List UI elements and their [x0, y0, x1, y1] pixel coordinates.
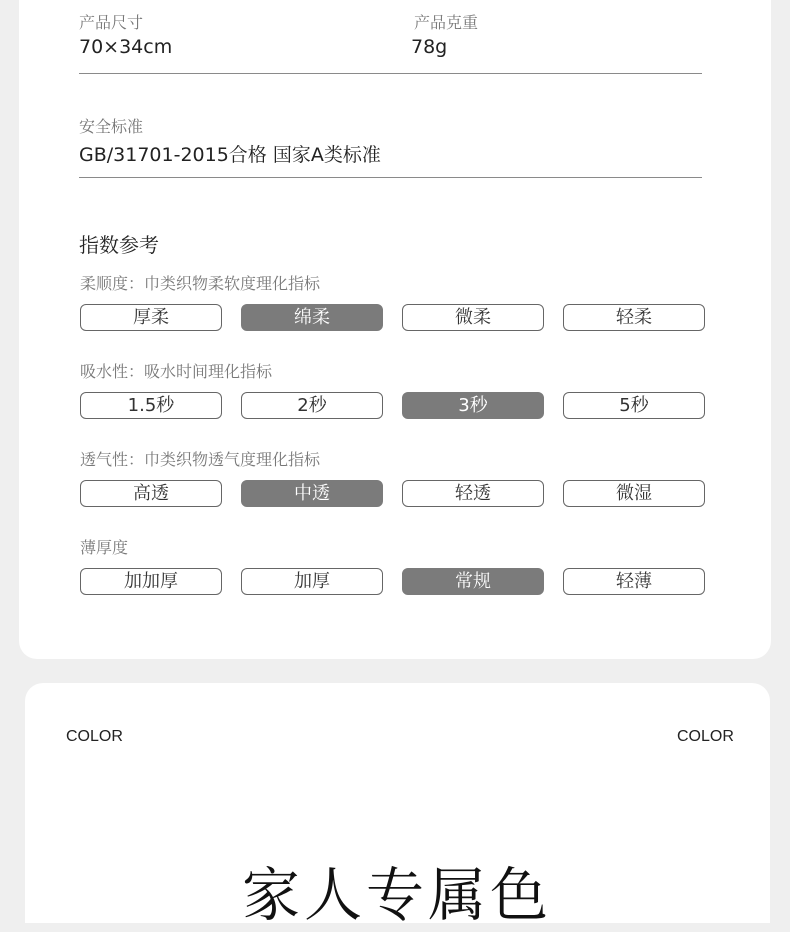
absorbency-option: 2秒 [241, 392, 383, 419]
softness-option: 厚柔 [80, 304, 222, 331]
thickness-option: 加厚 [241, 568, 383, 595]
breathability-options [80, 480, 705, 507]
breathability-title: 透气性：巾类织物透气度理化指标 [80, 450, 321, 469]
absorbency-option-selected: 3秒 [402, 392, 544, 419]
divider [79, 73, 702, 74]
softness-option: 微柔 [402, 304, 544, 331]
breathability-option-selected: 中透 [241, 480, 383, 507]
size-label: 产品尺寸 [79, 13, 144, 32]
breathability-option: 微湿 [563, 480, 705, 507]
breathability-option: 高透 [80, 480, 222, 507]
breathability-option: 轻透 [402, 480, 544, 507]
divider [79, 177, 702, 178]
absorbency-title: 吸水性：吸水时间理化指标 [80, 362, 273, 381]
index-section-title: 指数参考 [79, 233, 159, 257]
color-tag-left: COLOR [66, 728, 123, 745]
thickness-option: 加加厚 [80, 568, 222, 595]
color-tag-right: COLOR [677, 728, 734, 745]
thickness-option-selected: 常规 [402, 568, 544, 595]
thickness-option: 轻薄 [563, 568, 705, 595]
softness-title: 柔顺度：巾类织物柔软度理化指标 [80, 274, 321, 293]
softness-option-selected: 绵柔 [241, 304, 383, 331]
safety-value: GB/31701-2015合格 国家A类标准 [79, 144, 381, 166]
size-value: 70×34cm [79, 36, 173, 58]
softness-options [80, 304, 705, 331]
softness-option: 轻柔 [563, 304, 705, 331]
absorbency-option: 5秒 [563, 392, 705, 419]
weight-label: 产品克重 [414, 13, 479, 32]
weight-value: 78g [411, 36, 448, 58]
color-headline: 家人专属色 [242, 861, 553, 929]
absorbency-option: 1.5秒 [80, 392, 222, 419]
thickness-title: 薄厚度 [80, 538, 129, 557]
absorbency-options [80, 392, 705, 419]
safety-label: 安全标准 [79, 117, 144, 136]
thickness-options [80, 568, 705, 595]
